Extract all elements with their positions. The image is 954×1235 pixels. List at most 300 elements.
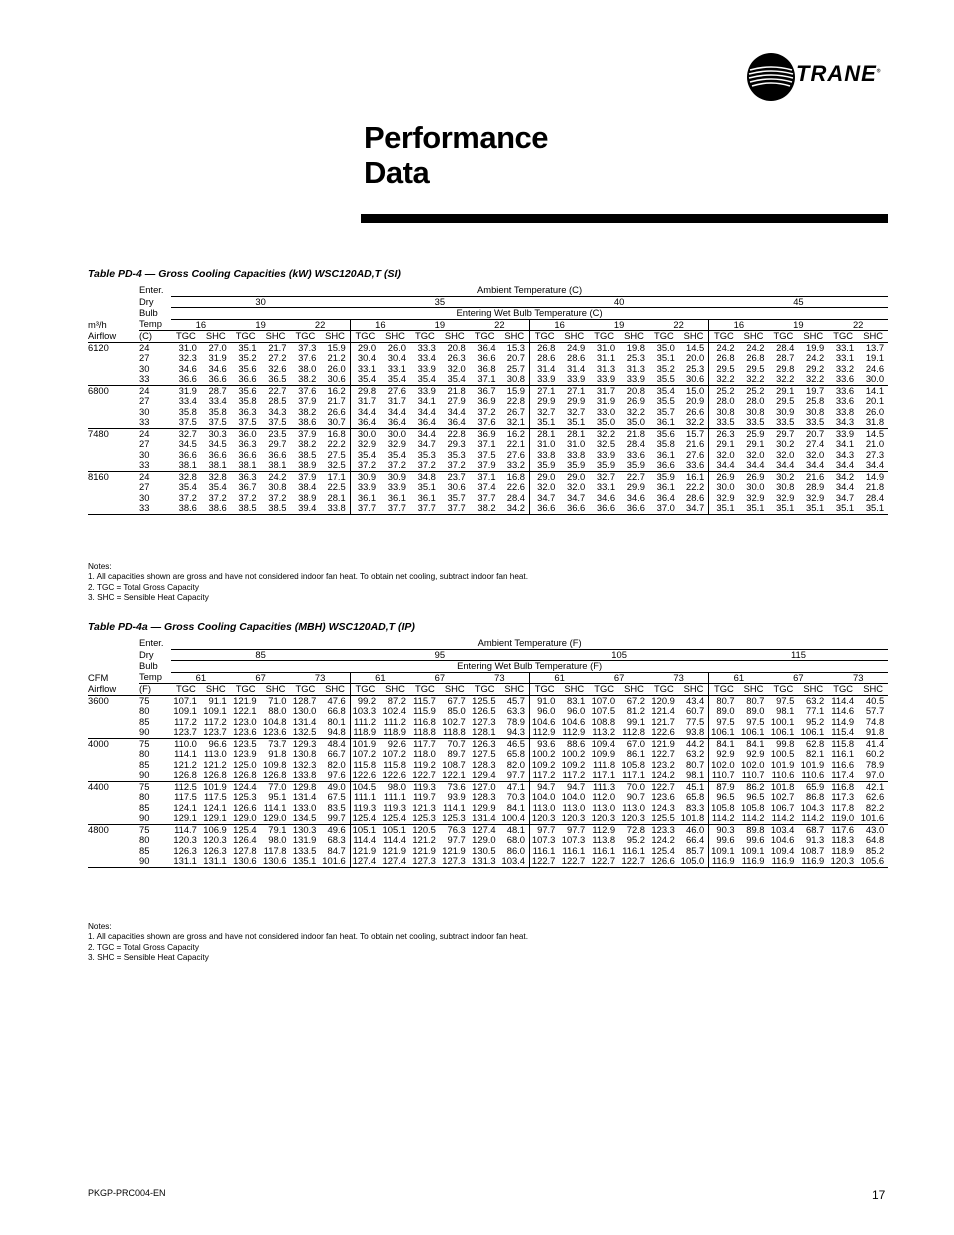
capacity-value: 37.5 xyxy=(268,416,287,427)
header-tgc: TGC xyxy=(530,684,560,696)
capacity-value: 33.6 xyxy=(626,448,645,460)
capacity-value: 101.9 xyxy=(770,758,795,770)
capacity-value: 30.8 xyxy=(746,405,765,417)
header-tgc: TGC xyxy=(410,331,440,343)
header-tgc: TGC xyxy=(709,331,739,343)
capacity-value: 103.3 xyxy=(350,706,380,717)
capacity-value: 112.9 xyxy=(589,824,619,835)
airflow-value: 6800 xyxy=(88,385,139,396)
capacity-value: 80.7 xyxy=(686,758,705,770)
capacity-value: 33.2 xyxy=(506,459,525,470)
capacity-value: 73.6 xyxy=(440,781,470,792)
capacity-value: 20.8 xyxy=(619,385,649,396)
capacity-value: 37.9 xyxy=(291,428,321,439)
capacity-value: 82.1 xyxy=(806,748,825,759)
header-wet-bulb-value: 67 xyxy=(589,672,649,684)
capacity-value: 34.7 xyxy=(417,438,436,449)
capacity-value: 32.1 xyxy=(506,416,525,427)
capacity-value: 26.6 xyxy=(327,405,346,417)
capacity-value: 36.6 xyxy=(477,352,496,363)
capacity-value: 28.1 xyxy=(559,428,589,439)
capacity-value: 126.5 xyxy=(472,705,496,716)
header-wet-bulb-value: 19 xyxy=(769,319,829,331)
capacity-value: 121.7 xyxy=(651,715,675,727)
capacity-value: 31.9 xyxy=(596,395,616,406)
capacity-value: 104.5 xyxy=(350,781,380,792)
capacity-value: 37.6 xyxy=(477,416,496,427)
blank-cell xyxy=(88,661,139,673)
capacity-value: 127.4 xyxy=(380,856,410,867)
capacity-value: 19.8 xyxy=(626,341,645,353)
capacity-value: 106.1 xyxy=(800,726,825,737)
header-tgc: TGC xyxy=(709,684,739,696)
header-shc: SHC xyxy=(201,331,231,343)
capacity-value: 101.9 xyxy=(800,758,825,770)
capacity-value: 116.1 xyxy=(622,844,645,856)
capacity-value: 126.3 xyxy=(203,844,227,856)
capacity-value: 119.0 xyxy=(831,812,855,823)
entering-dry-bulb-value: 30 xyxy=(139,362,150,374)
airflow-value: 4400 xyxy=(88,781,139,792)
capacity-value: 108.7 xyxy=(442,758,466,770)
capacity-value: 35.4 xyxy=(208,481,227,492)
airflow-value: 4000 xyxy=(88,738,139,749)
capacity-value: 94.3 xyxy=(506,726,525,737)
trane-disc-icon xyxy=(746,52,796,102)
capacity-value: 120.3 xyxy=(561,812,586,823)
capacity-value: 24.2 xyxy=(709,342,739,353)
capacity-value: 126.8 xyxy=(233,769,257,780)
capacity-value: 33.9 xyxy=(596,448,616,460)
header-wet-bulb-value: 19 xyxy=(231,319,291,331)
capacity-value: 122.6 xyxy=(350,770,380,781)
capacity-value: 32.7 xyxy=(589,471,619,482)
capacity-value: 112.0 xyxy=(592,791,616,802)
capacity-value: 31.0 xyxy=(596,341,616,353)
header-dry: Dry xyxy=(139,295,154,307)
document-code: PKGP-PRC004-EN xyxy=(88,1188,166,1198)
capacity-value: 48.4 xyxy=(320,738,350,749)
capacity-value: 91.8 xyxy=(268,748,287,759)
capacity-value: 37.7 xyxy=(350,503,380,514)
capacity-value: 38.4 xyxy=(298,481,317,492)
capacity-value: 33.8 xyxy=(567,448,586,460)
capacity-value: 89.7 xyxy=(447,748,466,759)
capacity-value: 125.5 xyxy=(472,694,496,706)
capacity-value: 36.1 xyxy=(417,491,436,503)
capacity-value: 104.6 xyxy=(561,715,586,727)
performance-table-si xyxy=(88,285,888,515)
capacity-value: 82.0 xyxy=(506,758,525,770)
capacity-value: 30.6 xyxy=(447,481,466,492)
capacity-value: 113.2 xyxy=(592,726,616,737)
capacity-value: 36.9 xyxy=(477,395,496,406)
header-shc: SHC xyxy=(858,684,888,696)
capacity-value: 119.2 xyxy=(413,758,436,770)
capacity-value: 123.6 xyxy=(263,726,287,737)
header-shc: SHC xyxy=(380,684,410,696)
capacity-value: 37.1 xyxy=(470,471,500,482)
capacity-value: 132.3 xyxy=(292,758,317,770)
capacity-value: 123.7 xyxy=(203,726,227,737)
note-line: 3. SHC = Sensible Heat Capacity xyxy=(88,953,209,963)
capacity-value: 129.9 xyxy=(472,801,496,813)
header-entering-wet-bulb: Entering Wet Bulb Temperature (F) xyxy=(171,661,888,673)
capacity-value: 36.8 xyxy=(477,362,496,374)
entering-dry-bulb-value: 75 xyxy=(139,781,171,792)
capacity-value: 25.9 xyxy=(739,428,769,439)
capacity-value: 35.4 xyxy=(350,450,380,461)
capacity-value: 96.0 xyxy=(567,705,586,716)
capacity-value: 104.0 xyxy=(561,791,586,802)
capacity-value: 29.0 xyxy=(530,471,560,482)
capacity-value: 95.2 xyxy=(806,715,825,727)
capacity-value: 36.6 xyxy=(238,448,257,460)
blank-cell xyxy=(88,417,139,428)
entering-dry-bulb-value: 85 xyxy=(139,758,150,770)
capacity-value: 64.8 xyxy=(865,834,885,845)
note-line: 2. TGC = Total Gross Capacity xyxy=(88,582,199,592)
capacity-value: 129.0 xyxy=(263,812,287,823)
capacity-value: 36.1 xyxy=(387,491,406,503)
capacity-value: 117.2 xyxy=(174,715,197,727)
table-row xyxy=(88,353,888,364)
capacity-value: 87.2 xyxy=(387,694,406,706)
capacity-value: 116.9 xyxy=(739,856,769,867)
capacity-value: 104.0 xyxy=(530,792,560,803)
capacity-value: 38.2 xyxy=(298,438,317,449)
entering-dry-bulb-value: 80 xyxy=(139,791,150,802)
capacity-value: 27.6 xyxy=(380,385,410,396)
capacity-value: 35.6 xyxy=(649,428,679,439)
note-line: Notes: xyxy=(88,562,112,571)
capacity-value: 21.8 xyxy=(865,481,885,492)
entering-dry-bulb-value: 75 xyxy=(139,824,171,835)
capacity-value: 79.1 xyxy=(261,824,291,835)
capacity-value: 106.1 xyxy=(770,726,795,737)
capacity-value: 35.4 xyxy=(649,385,679,396)
entering-dry-bulb-value: 80 xyxy=(139,705,150,716)
capacity-value: 46.0 xyxy=(679,824,709,835)
capacity-value: 98.1 xyxy=(776,705,795,716)
capacity-value: 32.0 xyxy=(447,362,466,374)
capacity-value: 109.9 xyxy=(591,748,616,759)
capacity-value: 30.8 xyxy=(776,481,795,492)
header-wet-bulb-value: 73 xyxy=(470,672,530,684)
capacity-value: 65.8 xyxy=(506,748,525,759)
capacity-value: 83.3 xyxy=(686,801,705,813)
capacity-value: 23.7 xyxy=(440,471,470,482)
capacity-value: 127.3 xyxy=(472,715,496,727)
capacity-value: 33.6 xyxy=(828,385,858,396)
capacity-value: 99.8 xyxy=(769,738,799,749)
capacity-value: 22.2 xyxy=(686,481,705,492)
capacity-value: 121.3 xyxy=(412,801,436,813)
header-shc: SHC xyxy=(440,331,470,343)
capacity-value: 116.1 xyxy=(530,846,560,857)
capacity-value: 32.0 xyxy=(567,481,586,492)
capacity-value: 121.2 xyxy=(203,758,227,770)
header-temp-unit: (C) xyxy=(139,331,171,343)
capacity-value: 118.3 xyxy=(831,834,855,845)
capacity-value: 36.6 xyxy=(178,373,197,384)
table-row xyxy=(88,835,888,846)
capacity-value: 118.8 xyxy=(442,726,466,737)
capacity-value: 118.9 xyxy=(350,727,380,738)
table-row xyxy=(88,417,888,428)
capacity-value: 105.8 xyxy=(741,801,765,813)
capacity-value: 102.7 xyxy=(770,791,795,802)
capacity-value: 109.4 xyxy=(589,738,619,749)
capacity-value: 126.6 xyxy=(233,801,257,813)
blank-cell xyxy=(88,717,139,728)
blank-cell xyxy=(88,460,139,471)
capacity-value: 88.6 xyxy=(559,738,589,749)
capacity-value: 86.0 xyxy=(506,844,525,856)
page-title-line-1: Performance xyxy=(364,120,549,155)
capacity-value: 128.3 xyxy=(472,758,496,770)
capacity-value: 91.0 xyxy=(530,695,560,706)
capacity-value: 115.7 xyxy=(413,694,436,706)
capacity-value: 33.9 xyxy=(567,373,586,384)
header-shc: SHC xyxy=(679,331,709,343)
capacity-value: 76.3 xyxy=(440,824,470,835)
capacity-value: 31.4 xyxy=(567,362,586,374)
capacity-value: 96.5 xyxy=(746,791,765,802)
capacity-value: 16.2 xyxy=(500,428,530,439)
capacity-value: 35.9 xyxy=(649,471,679,482)
capacity-value: 28.4 xyxy=(776,341,795,353)
capacity-value: 36.4 xyxy=(350,417,380,428)
capacity-value: 130.3 xyxy=(291,824,321,835)
page-number: 17 xyxy=(872,1188,886,1202)
capacity-value: 32.0 xyxy=(806,448,825,460)
capacity-value: 102.0 xyxy=(709,760,739,771)
header-shc: SHC xyxy=(739,684,769,696)
capacity-value: 16.1 xyxy=(679,471,709,482)
capacity-value: 36.6 xyxy=(589,503,619,514)
header-wet-bulb-value: 73 xyxy=(291,672,351,684)
capacity-value: 49.6 xyxy=(320,824,350,835)
capacity-value: 24.2 xyxy=(261,471,291,482)
capacity-value: 125.4 xyxy=(350,813,380,824)
capacity-value: 33.4 xyxy=(208,395,227,406)
header-wet-bulb-value: 61 xyxy=(709,672,769,684)
capacity-value: 24.9 xyxy=(567,341,586,353)
capacity-value: 106.9 xyxy=(201,824,231,835)
capacity-value: 35.4 xyxy=(178,481,197,492)
capacity-value: 107.2 xyxy=(382,748,406,759)
entering-dry-bulb-value: 27 xyxy=(139,395,150,406)
capacity-value: 38.6 xyxy=(298,416,317,427)
capacity-value: 33.6 xyxy=(835,395,855,406)
blank-cell xyxy=(88,493,139,504)
capacity-value: 114.4 xyxy=(350,835,380,846)
header-tgc: TGC xyxy=(470,684,500,696)
capacity-value: 37.2 xyxy=(387,459,406,470)
capacity-value: 37.9 xyxy=(477,459,496,470)
capacity-value: 32.9 xyxy=(746,491,765,503)
blank-cell xyxy=(88,353,139,364)
capacity-value: 70.0 xyxy=(619,781,649,792)
capacity-value: 108.7 xyxy=(800,844,825,856)
capacity-value: 130.5 xyxy=(472,844,496,856)
capacity-value: 25.8 xyxy=(806,395,825,406)
capacity-value: 115.8 xyxy=(828,738,858,749)
table-notes-ip xyxy=(88,922,528,964)
capacity-value: 97.7 xyxy=(559,824,589,835)
capacity-value: 107.1 xyxy=(173,694,197,706)
capacity-value: 119.3 xyxy=(350,803,380,814)
entering-dry-bulb-value: 30 xyxy=(139,448,150,460)
entering-dry-bulb-value: 90 xyxy=(139,856,171,867)
capacity-value: 125.4 xyxy=(651,844,675,856)
capacity-value: 116.6 xyxy=(831,758,855,770)
capacity-value: 30.8 xyxy=(506,373,525,384)
capacity-value: 20.7 xyxy=(506,352,525,363)
capacity-value: 22.6 xyxy=(506,481,525,492)
capacity-value: 29.7 xyxy=(769,428,799,439)
capacity-value: 124.3 xyxy=(651,801,675,813)
capacity-value: 31.7 xyxy=(350,396,380,407)
capacity-value: 22.1 xyxy=(506,438,525,449)
capacity-value: 29.8 xyxy=(776,362,795,374)
capacity-value: 110.7 xyxy=(741,769,765,780)
capacity-value: 30.8 xyxy=(268,481,287,492)
capacity-value: 36.3 xyxy=(231,471,261,482)
capacity-value: 35.0 xyxy=(656,341,675,353)
capacity-value: 26.9 xyxy=(626,395,645,406)
blank-cell xyxy=(88,803,139,814)
capacity-value: 127.5 xyxy=(472,748,496,759)
capacity-value: 85.0 xyxy=(447,705,466,716)
capacity-value: 37.1 xyxy=(477,438,496,449)
capacity-value: 97.5 xyxy=(776,694,795,706)
note-line: 1. All capacities shown are gross and have not considered indoor fan heat. To obtain net cooling, subtract indoor fan heat. xyxy=(88,932,528,942)
capacity-value: 68.3 xyxy=(327,834,346,845)
capacity-value: 107.5 xyxy=(591,705,616,716)
capacity-value: 95.1 xyxy=(268,791,287,802)
capacity-value: 30.9 xyxy=(350,471,380,482)
capacity-value: 36.1 xyxy=(656,416,675,427)
capacity-value: 105.1 xyxy=(350,824,380,835)
capacity-value: 125.0 xyxy=(233,758,257,770)
capacity-value: 38.6 xyxy=(201,503,231,514)
capacity-value: 129.8 xyxy=(291,781,321,792)
capacity-value: 114.4 xyxy=(831,694,855,706)
capacity-value: 92.6 xyxy=(380,738,410,749)
entering-dry-bulb-value: 85 xyxy=(139,715,150,727)
capacity-value: 35.9 xyxy=(596,459,616,470)
header-airflow: Airflow xyxy=(88,331,139,343)
capacity-value: 100.4 xyxy=(501,812,525,823)
capacity-value: 109.4 xyxy=(770,844,795,856)
header-ambient-value: 115 xyxy=(709,649,888,661)
header-ambient-value: 105 xyxy=(530,649,709,661)
capacity-value: 24.2 xyxy=(806,352,825,363)
capacity-value: 38.0 xyxy=(298,362,317,374)
header-wet-bulb-value: 73 xyxy=(828,672,888,684)
capacity-value: 114.6 xyxy=(831,705,855,716)
capacity-value: 34.7 xyxy=(567,491,586,503)
capacity-value: 122.7 xyxy=(530,856,560,867)
entering-dry-bulb-value: 33 xyxy=(139,416,150,427)
header-tgc: TGC xyxy=(350,331,380,343)
blank-cell xyxy=(88,374,139,385)
table-caption-ip: Table PD-4a — Gross Cooling Capacities (MBH) WSC120AD,T (IP) xyxy=(88,621,415,633)
table-row xyxy=(88,503,888,514)
capacity-value: 124.1 xyxy=(203,801,227,813)
capacity-value: 94.7 xyxy=(530,781,560,792)
capacity-value: 105.0 xyxy=(679,856,709,867)
capacity-value: 14.1 xyxy=(858,385,888,396)
capacity-value: 32.3 xyxy=(178,352,197,363)
entering-dry-bulb-value: 27 xyxy=(139,438,150,449)
header-tgc: TGC xyxy=(769,331,799,343)
capacity-value: 33.2 xyxy=(835,362,855,374)
capacity-value: 15.0 xyxy=(679,385,709,396)
header-shc: SHC xyxy=(619,331,649,343)
capacity-value: 81.2 xyxy=(626,705,645,716)
capacity-value: 93.8 xyxy=(686,726,705,737)
capacity-value: 34.3 xyxy=(835,448,855,460)
capacity-value: 33.1 xyxy=(835,341,855,353)
capacity-value: 115.8 xyxy=(383,758,406,770)
capacity-value: 114.2 xyxy=(741,812,765,823)
capacity-value: 100.1 xyxy=(770,715,795,727)
capacity-value: 33.6 xyxy=(835,373,855,384)
capacity-value: 30.9 xyxy=(380,471,410,482)
capacity-value: 32.5 xyxy=(596,438,616,449)
capacity-value: 30.8 xyxy=(806,405,825,417)
header-wet-bulb-value: 61 xyxy=(350,672,410,684)
capacity-value: 42.1 xyxy=(858,781,888,792)
header-tgc: TGC xyxy=(649,684,679,696)
capacity-value: 127.4 xyxy=(350,856,380,867)
capacity-value: 33.1 xyxy=(596,481,616,492)
capacity-value: 37.2 xyxy=(417,459,436,470)
capacity-value: 17.1 xyxy=(320,471,350,482)
capacity-value: 87.9 xyxy=(709,781,739,792)
capacity-value: 122.6 xyxy=(382,769,406,780)
header-tgc: TGC xyxy=(828,684,858,696)
capacity-value: 38.2 xyxy=(298,373,317,384)
capacity-value: 122.1 xyxy=(233,705,257,716)
capacity-value: 68.7 xyxy=(798,824,828,835)
capacity-value: 116.9 xyxy=(769,856,799,867)
capacity-value: 28.7 xyxy=(201,385,231,396)
capacity-value: 32.6 xyxy=(268,362,287,374)
capacity-value: 121.9 xyxy=(442,844,466,856)
capacity-value: 35.3 xyxy=(417,448,436,460)
airflow-value: 6120 xyxy=(88,341,109,353)
capacity-value: 19.9 xyxy=(806,341,825,353)
capacity-value: 65.9 xyxy=(798,781,828,792)
capacity-value: 109.1 xyxy=(203,705,227,716)
capacity-value: 88.0 xyxy=(268,705,287,716)
capacity-value: 131.3 xyxy=(470,856,500,867)
capacity-value: 133.5 xyxy=(292,844,317,856)
blank-cell xyxy=(88,396,139,407)
capacity-value: 37.6 xyxy=(291,385,321,396)
capacity-value: 37.2 xyxy=(350,460,380,471)
header-tgc: TGC xyxy=(231,331,261,343)
capacity-value: 70.7 xyxy=(440,738,470,749)
entering-dry-bulb-value: 24 xyxy=(139,428,171,439)
capacity-value: 111.2 xyxy=(350,717,380,728)
entering-dry-bulb-value: 33 xyxy=(139,503,171,514)
capacity-value: 84.1 xyxy=(739,738,769,749)
